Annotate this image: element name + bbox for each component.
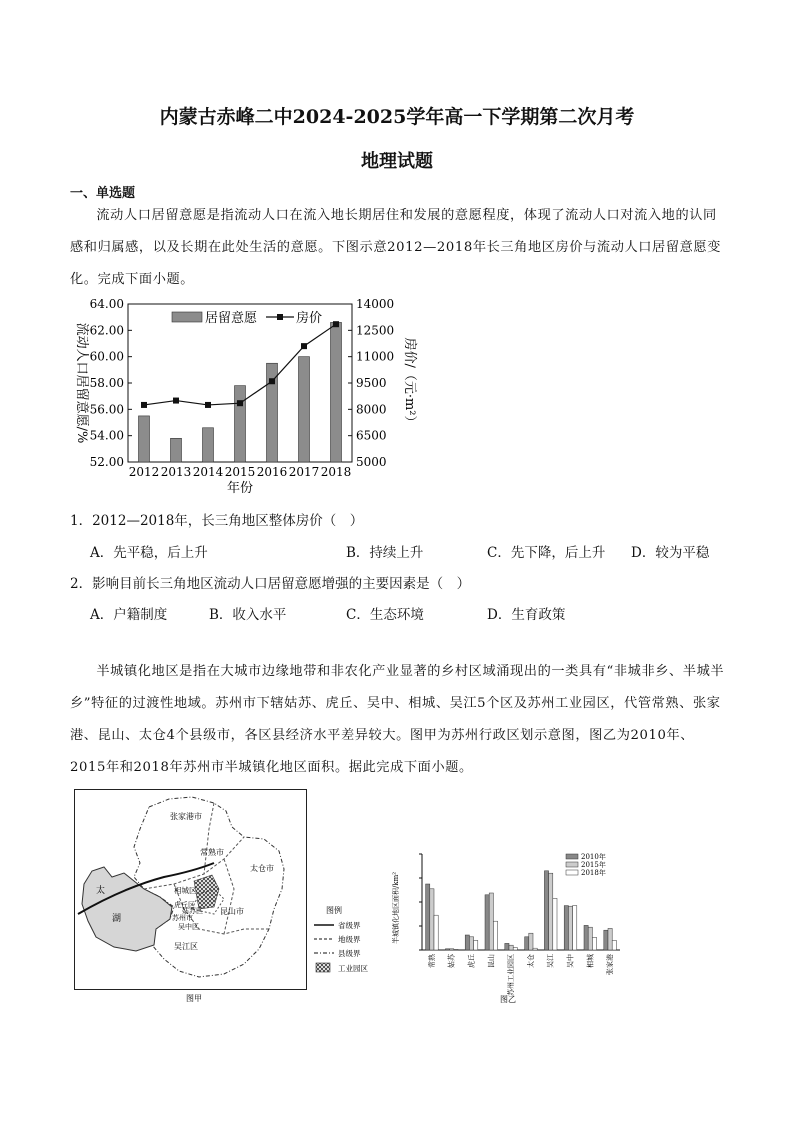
legend-prefecture: 地级界: [338, 935, 361, 944]
area-bar: [525, 937, 529, 950]
q2-option-a: A．户籍制度: [90, 607, 168, 623]
area-bar: [469, 937, 473, 950]
semi-urban-area-chart: [388, 846, 628, 1006]
map-label-wujiang: 吴江区: [174, 942, 198, 951]
left-tick-label: 64.00: [89, 297, 124, 311]
section-heading: 一、单选题: [70, 186, 136, 201]
retention-bar: [171, 438, 182, 462]
area-bar: [485, 895, 489, 950]
price-point: [141, 402, 147, 408]
area-bar: [505, 943, 509, 950]
q2-option-d: D．生育政策: [487, 607, 566, 623]
area-bar: [430, 889, 434, 950]
left-tick-label: 62.00: [89, 323, 124, 338]
price-point: [269, 378, 275, 384]
right-tick-label: 6500: [356, 428, 387, 443]
area-bar: [544, 871, 548, 950]
price-point: [173, 398, 179, 404]
area-bar: [465, 935, 469, 950]
retention-bar: [235, 386, 246, 462]
area-bar: [434, 915, 438, 950]
right-tick-label: 11000: [356, 349, 395, 364]
right-tick-label: 5000: [356, 455, 387, 469]
left-tick-label: 54.00: [89, 428, 124, 443]
passage-2: 半城镇化地区是指在大城市边缘地带和非农化产业显著的乡村区域涌现出的一类具有“非城非乡、半城半乡”特征的过渡性地域。苏州市下辖姑苏、虎丘、吴中、相城、吴江5个区及苏州工业园区，代管常熟、张家港、昆山、太仓4个县级市，各区县经济水平差异较大。图甲为苏州行政区划示意图，图乙为2010年、2015年和2018年苏州市半城镇化地区面积。据此完成下面小题。: [70, 664, 725, 775]
area-bar: [493, 921, 497, 950]
x-tick-label: 2015: [224, 465, 256, 479]
y-axis-label: 半城镇化地区面积/km²: [392, 871, 400, 945]
left-tick-label: 52.00: [89, 455, 124, 469]
area-bar: [474, 940, 478, 950]
map-label-taicang: 太仓市: [250, 864, 274, 873]
left-tick-label: 56.00: [89, 402, 124, 417]
right-tick-label: 9500: [356, 376, 387, 390]
x-tick-label: 吴中: [566, 954, 575, 968]
x-tick-label: 2013: [160, 465, 192, 479]
area-bar: [608, 928, 612, 950]
x-tick-label: 相城: [586, 954, 595, 968]
retention-bar: [331, 322, 342, 462]
map-legend-title: 图例: [326, 906, 342, 915]
suzhou-map: [74, 789, 384, 1009]
x-tick-label: 2016: [256, 465, 288, 479]
area-bar: [564, 906, 568, 950]
area-bar: [549, 873, 553, 950]
map-label-huqiu: 虎丘区: [174, 901, 195, 909]
legend-swatch: [566, 870, 578, 875]
exam-title: 内蒙古赤峰二中2024-2025学年高一下学期第二次月考: [159, 106, 635, 128]
area-bar: [553, 898, 557, 950]
x-tick-label: 张家港: [606, 954, 615, 975]
map-label-tai: 太: [96, 886, 106, 896]
right-axis-label: 房价/（元·m²）: [402, 337, 417, 429]
legend-bar-label: 居留意愿: [205, 311, 258, 326]
x-tick-label: 2014: [192, 465, 224, 479]
retention-bar: [203, 428, 214, 462]
area-bar: [592, 937, 596, 950]
legend-bar-swatch: [172, 312, 202, 322]
x-tick-label: 虎丘: [467, 954, 476, 968]
right-tick-label: 8000: [356, 402, 387, 417]
area-bar: [426, 884, 430, 950]
area-bar: [450, 949, 454, 950]
question-2-stem: 2．影响目前长三角地区流动人口居留意愿增强的主要因素是（ ）: [70, 576, 471, 592]
map-label-zhangjiagang: 张家港市: [170, 812, 202, 821]
area-bar: [568, 906, 572, 950]
legend-province: 省级界: [338, 921, 361, 930]
legend-swatch: [566, 854, 578, 859]
area-bar: [445, 949, 449, 950]
retention-bar: [267, 363, 278, 462]
legend-label: 2010年: [581, 853, 606, 861]
q1-option-a: A．先平稳，后上升: [90, 545, 208, 561]
legend-label: 2015年: [581, 861, 606, 869]
left-axis-label: 流动人口居留意愿/%: [74, 322, 89, 444]
map-label-kunshan: 昆山市: [220, 907, 244, 916]
legend-line-label: 房价: [296, 311, 323, 326]
x-tick-label: 吴江: [546, 954, 555, 968]
area-bar: [612, 940, 616, 950]
passage-1: 流动人口居留意愿是指流动人口在流入地长期居住和发展的意愿程度，体现了流动人口对流入地的认同感和归属感，以及长期在此处生活的意愿。下图示意2012—2018年长三角地区房价与流动人口居留意愿变化。完成下面小题。: [70, 208, 721, 287]
retention-bar: [299, 357, 310, 462]
x-tick-label: 2018: [320, 465, 352, 479]
x-tick-label: 太仓: [526, 954, 535, 968]
map-label-xiangcheng: 相城区: [174, 886, 197, 895]
price-point: [237, 400, 243, 406]
legend-county: 县级界: [338, 949, 361, 958]
x-tick-label: 昆山: [487, 954, 496, 968]
map-label-suzhou: 苏州市: [172, 914, 193, 922]
price-point: [301, 343, 307, 349]
area-bar: [588, 927, 592, 950]
area-bar: [454, 949, 458, 950]
right-tick-label: 14000: [356, 297, 395, 311]
area-bar: [584, 925, 588, 950]
area-bar: [529, 933, 533, 950]
q2-option-b: B．收入水平: [209, 607, 287, 623]
legend-swatch: [566, 862, 578, 867]
left-tick-label: 60.00: [89, 349, 124, 364]
map-label-wuzhong: 吴中区: [178, 923, 199, 931]
x-tick-label: 苏州工业园区: [507, 954, 516, 996]
legend-line-marker: [277, 314, 283, 320]
price-point: [333, 321, 339, 327]
q1-option-c: C．先下降，后上升: [487, 545, 606, 561]
question-1-stem: 1．2012—2018年，长三角地区整体房价（ ）: [70, 513, 364, 529]
x-tick-label: 2017: [288, 465, 320, 479]
legend-label: 2018年: [581, 869, 606, 877]
x-tick-label: 姑苏: [447, 954, 456, 968]
q1-option-d: D．较为平稳: [631, 545, 710, 561]
x-tick-label: 常熟: [427, 954, 436, 968]
map-caption: 图甲: [186, 994, 202, 1003]
map-label-changshu: 常熟市: [200, 848, 224, 857]
area-bar: [513, 948, 517, 950]
legend-industrial-park: 工业园区: [338, 964, 368, 973]
retention-bar: [139, 416, 150, 462]
exam-subtitle: 地理试题: [361, 151, 433, 172]
q1-option-b: B．持续上升: [346, 545, 424, 561]
price-point: [205, 402, 211, 408]
area-bar: [533, 948, 537, 950]
left-tick-label: 58.00: [89, 376, 124, 390]
area-bar: [573, 906, 577, 950]
x-tick-label: 2012: [128, 465, 160, 479]
map-label-hu: 湖: [112, 914, 122, 924]
housing-retention-chart: [60, 292, 430, 504]
area-bar: [604, 930, 608, 950]
area-bar: [489, 893, 493, 950]
chart-caption: 图乙: [500, 995, 516, 1004]
q2-option-c: C．生态环境: [346, 607, 424, 623]
right-tick-label: 12500: [356, 323, 395, 338]
map-label-gusu: 姑苏区: [182, 907, 203, 915]
area-bar: [509, 945, 513, 950]
x-axis-label: 年份: [226, 481, 254, 496]
